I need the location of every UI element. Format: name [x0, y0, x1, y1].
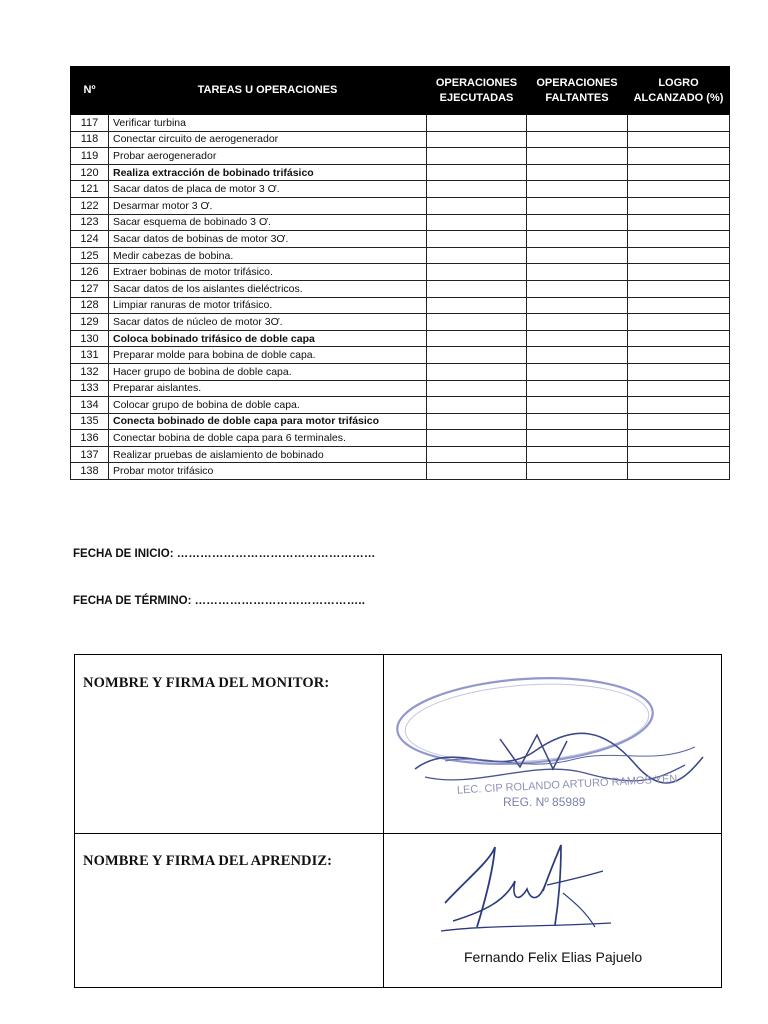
row-task: Sacar datos de bobinas de motor 3Ơ.: [109, 231, 427, 248]
start-date-value: ……………………………………………: [176, 548, 376, 560]
row-achievement-cell: [628, 197, 730, 214]
row-executed-cell: [427, 446, 527, 463]
task-table-body: [71, 115, 730, 480]
row-task: Probar aerogenerador: [109, 148, 427, 165]
row-executed-cell: [427, 231, 527, 248]
monitor-stamp-name: LEC. CIP ROLANDO ARTURO RAMOS YEN: [456, 773, 678, 797]
row-pending-cell: [527, 297, 628, 314]
table-row: [71, 463, 730, 480]
row-number: 117: [71, 115, 109, 132]
row-task: Sacar datos de placa de motor 3 Ơ.: [109, 181, 427, 198]
header-number: Nº: [71, 67, 109, 115]
row-task: Realiza extracción de bobinado trifásico: [109, 164, 427, 181]
start-date-label: FECHA DE INICIO:: [73, 548, 174, 560]
row-pending-cell: [527, 314, 628, 331]
row-task: Limpiar ranuras de motor trifásico.: [109, 297, 427, 314]
row-task: Preparar molde para bobina de doble capa.: [109, 347, 427, 364]
row-pending-cell: [527, 397, 628, 414]
row-task: Probar motor trifásico: [109, 463, 427, 480]
table-row: [71, 280, 730, 297]
row-achievement-cell: [628, 280, 730, 297]
monitor-stamp-reg: REG. Nº 85989: [503, 795, 586, 809]
row-task: Conecta bobinado de doble capa para motor trifásico: [109, 413, 427, 430]
row-executed-cell: [427, 115, 527, 132]
row-achievement-cell: [628, 430, 730, 447]
row-number: 131: [71, 347, 109, 364]
row-achievement-cell: [628, 314, 730, 331]
row-achievement-cell: [628, 330, 730, 347]
row-executed-cell: [427, 430, 527, 447]
row-number: 138: [71, 463, 109, 480]
table-header-row: [71, 67, 730, 115]
row-number: 121: [71, 181, 109, 198]
row-task: Colocar grupo de bobina de doble capa.: [109, 397, 427, 414]
row-achievement-cell: [628, 181, 730, 198]
signature-divider-vertical: [383, 655, 384, 987]
row-pending-cell: [527, 363, 628, 380]
row-achievement-cell: [628, 164, 730, 181]
end-date-label: FECHA DE TÉRMINO:: [73, 595, 192, 607]
row-task: Hacer grupo de bobina de doble capa.: [109, 363, 427, 380]
row-task: Sacar esquema de bobinado 3 Ơ.: [109, 214, 427, 231]
row-pending-cell: [527, 380, 628, 397]
signature-divider-horizontal: [75, 833, 721, 834]
row-task: Preparar aislantes.: [109, 380, 427, 397]
row-pending-cell: [527, 214, 628, 231]
row-number: 136: [71, 430, 109, 447]
header-achievement: LOGRO ALCANZADO (%): [628, 67, 730, 115]
row-pending-cell: [527, 347, 628, 364]
row-achievement-cell: [628, 297, 730, 314]
row-number: 128: [71, 297, 109, 314]
row-achievement-cell: [628, 380, 730, 397]
table-row: [71, 264, 730, 281]
row-number: 134: [71, 397, 109, 414]
row-task: Realizar pruebas de aislamiento de bobinado: [109, 446, 427, 463]
row-executed-cell: [427, 347, 527, 364]
table-row: [71, 297, 730, 314]
row-pending-cell: [527, 280, 628, 297]
row-number: 132: [71, 363, 109, 380]
table-row: [71, 363, 730, 380]
table-row: [71, 164, 730, 181]
row-task: Conectar circuito de aerogenerador: [109, 131, 427, 148]
apprentice-label: NOMBRE Y FIRMA DEL APRENDIZ:: [83, 853, 333, 869]
row-executed-cell: [427, 247, 527, 264]
row-task: Extraer bobinas de motor trifásico.: [109, 264, 427, 281]
row-number: 129: [71, 314, 109, 331]
row-pending-cell: [527, 330, 628, 347]
row-executed-cell: [427, 297, 527, 314]
start-date-line: [73, 548, 376, 560]
row-pending-cell: [527, 164, 628, 181]
table-row: [71, 214, 730, 231]
row-number: 135: [71, 413, 109, 430]
table-row: [71, 314, 730, 331]
table-row: [71, 330, 730, 347]
row-task: Sacar datos de núcleo de motor 3Ơ.: [109, 314, 427, 331]
row-pending-cell: [527, 197, 628, 214]
row-pending-cell: [527, 247, 628, 264]
row-achievement-cell: [628, 131, 730, 148]
signature-box: [74, 654, 722, 988]
table-row: [71, 247, 730, 264]
row-pending-cell: [527, 264, 628, 281]
row-achievement-cell: [628, 115, 730, 132]
row-pending-cell: [527, 148, 628, 165]
row-executed-cell: [427, 264, 527, 281]
row-pending-cell: [527, 131, 628, 148]
end-date-line: [73, 595, 365, 607]
row-number: 130: [71, 330, 109, 347]
row-executed-cell: [427, 463, 527, 480]
row-achievement-cell: [628, 463, 730, 480]
row-executed-cell: [427, 413, 527, 430]
row-achievement-cell: [628, 214, 730, 231]
row-pending-cell: [527, 430, 628, 447]
row-pending-cell: [527, 463, 628, 480]
apprentice-name: Fernando Felix Elias Pajuelo: [464, 949, 643, 965]
row-achievement-cell: [628, 363, 730, 380]
row-task: Medir cabezas de bobina.: [109, 247, 427, 264]
table-row: [71, 397, 730, 414]
row-executed-cell: [427, 380, 527, 397]
row-pending-cell: [527, 446, 628, 463]
task-table: [70, 66, 730, 480]
header-executed: OPERACIONES EJECUTADAS: [427, 67, 527, 115]
row-achievement-cell: [628, 413, 730, 430]
row-executed-cell: [427, 164, 527, 181]
row-number: 123: [71, 214, 109, 231]
row-achievement-cell: [628, 347, 730, 364]
row-achievement-cell: [628, 148, 730, 165]
table-row: [71, 181, 730, 198]
row-executed-cell: [427, 397, 527, 414]
table-row: [71, 148, 730, 165]
row-pending-cell: [527, 413, 628, 430]
table-row: [71, 446, 730, 463]
table-row: [71, 131, 730, 148]
row-executed-cell: [427, 363, 527, 380]
row-number: 133: [71, 380, 109, 397]
row-executed-cell: [427, 197, 527, 214]
row-task: Verificar turbina: [109, 115, 427, 132]
monitor-signature-stamp: [385, 669, 711, 829]
row-executed-cell: [427, 181, 527, 198]
row-executed-cell: [427, 131, 527, 148]
row-task: Desarmar motor 3 Ơ.: [109, 197, 427, 214]
row-task: Sacar datos de los aislantes dieléctricos.: [109, 280, 427, 297]
header-tasks: TAREAS U OPERACIONES: [109, 67, 427, 115]
table-row: [71, 413, 730, 430]
table-row: [71, 380, 730, 397]
table-row: [71, 115, 730, 132]
row-achievement-cell: [628, 264, 730, 281]
row-number: 125: [71, 247, 109, 264]
row-achievement-cell: [628, 231, 730, 248]
row-achievement-cell: [628, 446, 730, 463]
row-executed-cell: [427, 148, 527, 165]
row-executed-cell: [427, 314, 527, 331]
row-achievement-cell: [628, 397, 730, 414]
row-executed-cell: [427, 214, 527, 231]
apprentice-signature: [435, 841, 615, 941]
row-number: 137: [71, 446, 109, 463]
row-pending-cell: [527, 231, 628, 248]
header-pending: OPERACIONES FALTANTES: [527, 67, 628, 115]
row-executed-cell: [427, 330, 527, 347]
monitor-label: NOMBRE Y FIRMA DEL MONITOR:: [83, 675, 330, 691]
table-row: [71, 197, 730, 214]
row-pending-cell: [527, 181, 628, 198]
row-number: 122: [71, 197, 109, 214]
row-number: 126: [71, 264, 109, 281]
row-number: 119: [71, 148, 109, 165]
row-achievement-cell: [628, 247, 730, 264]
row-number: 124: [71, 231, 109, 248]
row-pending-cell: [527, 115, 628, 132]
row-number: 127: [71, 280, 109, 297]
row-task: Coloca bobinado trifásico de doble capa: [109, 330, 427, 347]
table-row: [71, 347, 730, 364]
row-number: 118: [71, 131, 109, 148]
table-row: [71, 231, 730, 248]
row-number: 120: [71, 164, 109, 181]
table-row: [71, 430, 730, 447]
end-date-value: ……………………………………..: [194, 595, 366, 607]
row-task: Conectar bobina de doble capa para 6 terminales.: [109, 430, 427, 447]
row-executed-cell: [427, 280, 527, 297]
